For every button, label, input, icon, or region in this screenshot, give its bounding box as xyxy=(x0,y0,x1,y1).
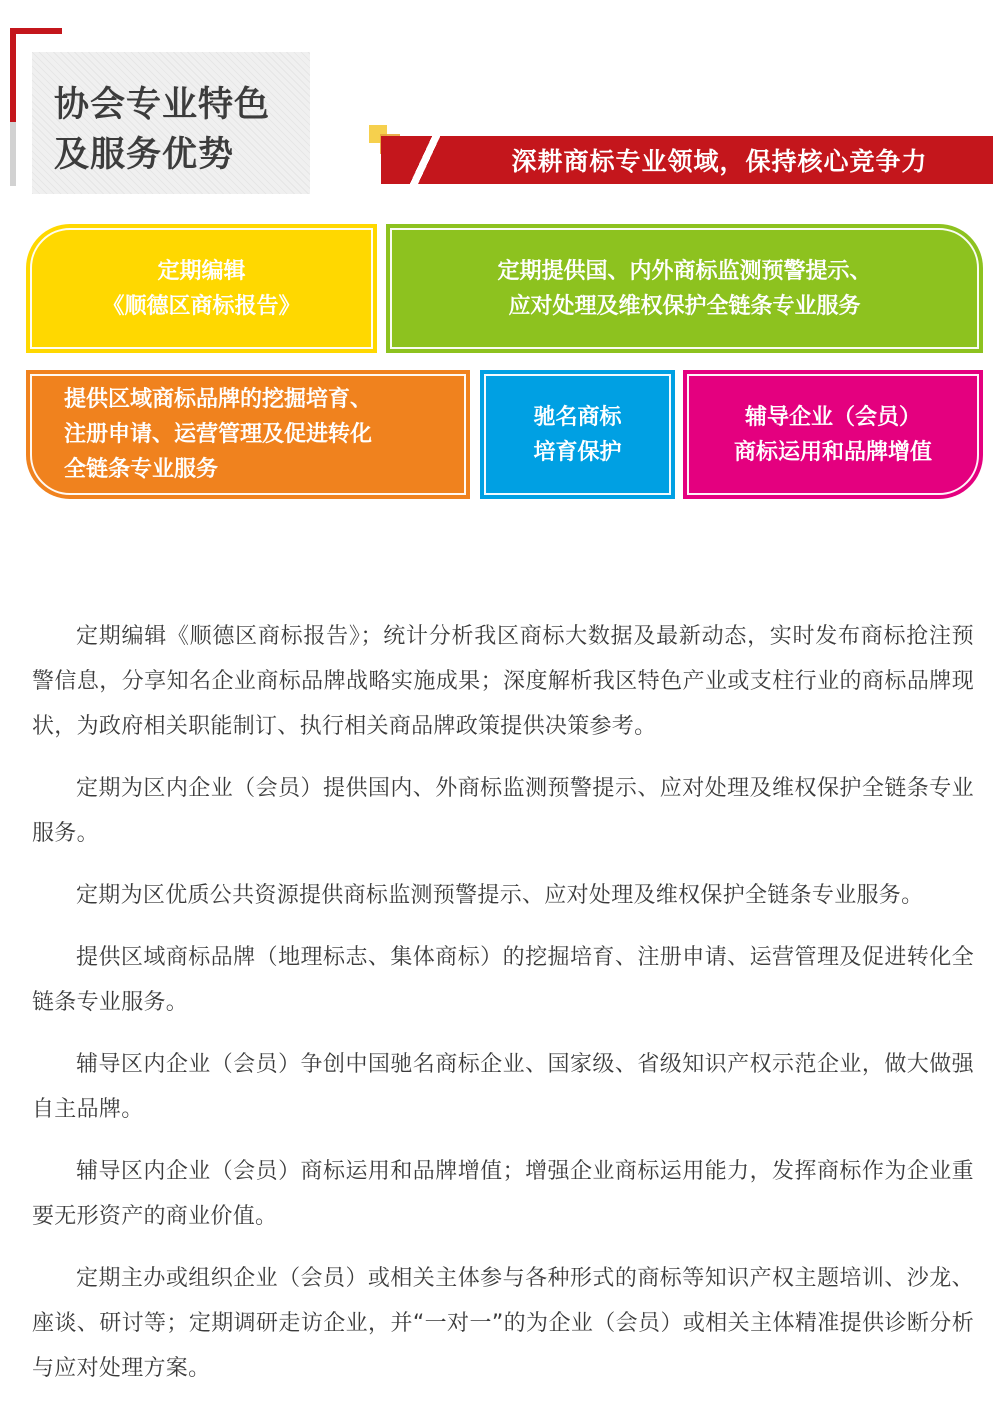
paragraph: 定期编辑《顺德区商标报告》；统计分析我区商标大数据及最新动态，实时发布商标抢注预警信息，分享知名企业商标品牌战略实施成果；深度解析我区特色产业或支柱行业的商标品牌现状，为政府相关职能制订、执行相关商品牌政策提供决策参考。 xyxy=(32,624,974,739)
paragraph: 定期为区内企业（会员）提供国内、外商标监测预警提示、应对处理及维权保护全链条专业服务。 xyxy=(32,776,974,846)
banner-stripe xyxy=(410,136,446,184)
corner-accent-grey xyxy=(10,122,16,186)
service-card-report xyxy=(26,224,377,353)
paragraph: 辅导区内企业（会员）争创中国驰名商标企业、国家级、省级知识产权示范企业，做大做强自主品牌。 xyxy=(32,1052,974,1122)
service-card-guidance xyxy=(683,370,983,499)
page-title: 协会专业特色 及服务优势 xyxy=(54,85,271,175)
slogan-text: 深耕商标专业领域，保持核心竞争力 xyxy=(511,147,928,176)
service-card-label: 定期编辑 《顺德区商标报告》 xyxy=(102,258,301,319)
service-card-label: 定期提供国、内外商标监测预警提示、 应对处理及维权保护全链条专业服务 xyxy=(497,258,872,319)
service-card-label: 驰名商标 培育保护 xyxy=(533,404,622,465)
service-card-monitoring xyxy=(386,224,983,353)
service-card-label: 辅导企业（会员） 商标运用和品牌增值 xyxy=(733,404,932,465)
paragraph: 定期主办或组织企业（会员）或相关主体参与各种形式的商标等知识产权主题培训、沙龙、座谈、研讨等；定期调研走访企业，并“一对一”的为企业（会员）或相关主体精准提供诊断分析与应对处理方案。 xyxy=(32,1266,974,1381)
corner-accent-horizontal xyxy=(10,28,62,34)
paragraph: 辅导区内企业（会员）商标运用和品牌增值；增强企业商标运用能力，发挥商标作为企业重要无形资产的商业价值。 xyxy=(32,1159,974,1229)
corner-accent-vertical xyxy=(10,28,16,122)
paragraph: 定期为区优质公共资源提供商标监测预警提示、应对处理及维权保护全链条专业服务。 xyxy=(76,883,924,908)
body-content xyxy=(32,614,974,1408)
service-card-well-known-mark xyxy=(480,370,675,499)
service-card-label: 提供区域商标品牌的挖掘培育、 注册申请、运营管理及促进转化 全链条专业服务 xyxy=(64,387,373,482)
service-card-regional-brand xyxy=(26,370,470,499)
paragraph: 提供区域商标品牌（地理标志、集体商标）的挖掘培育、注册申请、运营管理及促进转化全链条专业服务。 xyxy=(32,945,974,1015)
